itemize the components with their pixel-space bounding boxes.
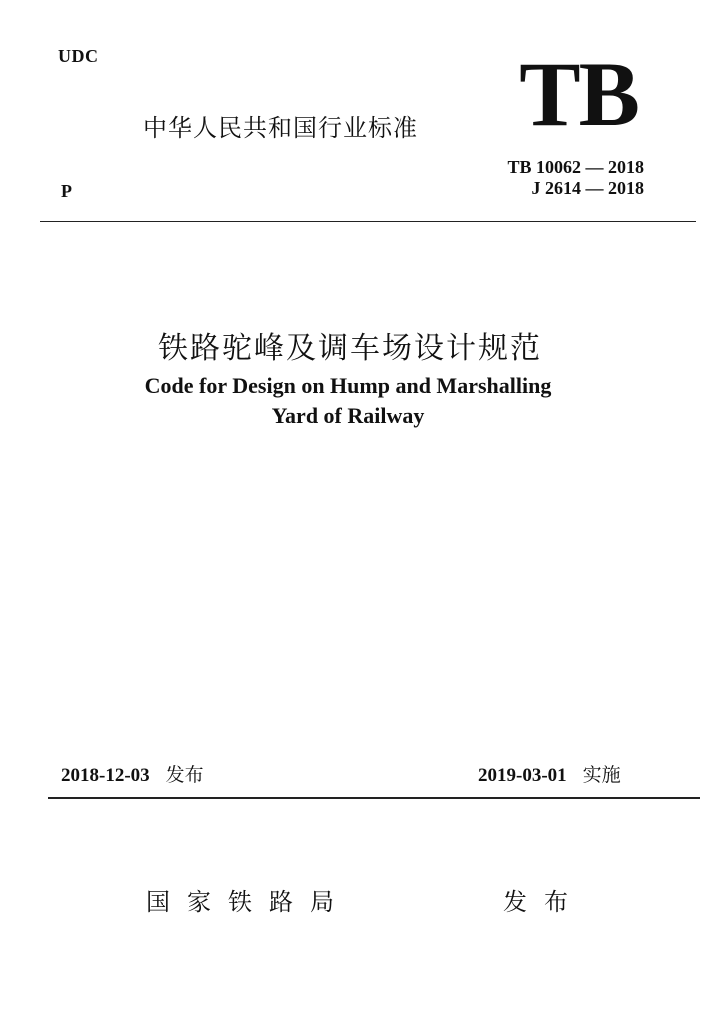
- standard-number-tb: TB 10062 — 2018: [507, 157, 644, 177]
- tb-logo: TB: [519, 43, 638, 145]
- publisher-name: 国家铁路局: [146, 888, 351, 916]
- implement-date: 2019-03-01: [478, 765, 567, 786]
- issue-label: 发布: [165, 764, 204, 786]
- document-title-english: [0, 371, 696, 431]
- implement-date-block: [478, 760, 621, 787]
- implement-label: 实施: [582, 764, 621, 786]
- standard-category: 中华人民共和国行业标准: [143, 114, 418, 142]
- udc-label: UDC: [58, 46, 99, 66]
- classification-letter: P: [61, 181, 72, 201]
- document-title-chinese: 铁路驼峰及调车场设计规范: [158, 331, 542, 366]
- bottom-divider: [48, 797, 700, 799]
- standard-number-j: J 2614 — 2018: [531, 178, 644, 198]
- english-title-line-2: Yard of Railway: [271, 403, 425, 428]
- issue-date: 2018-12-03: [61, 765, 150, 786]
- issue-date-block: [61, 760, 204, 787]
- standard-numbers: [507, 157, 644, 199]
- english-title-line-1: Code for Design on Hump and Marshalling: [144, 373, 552, 398]
- publish-label: 发布: [503, 888, 585, 916]
- top-divider: [40, 221, 696, 222]
